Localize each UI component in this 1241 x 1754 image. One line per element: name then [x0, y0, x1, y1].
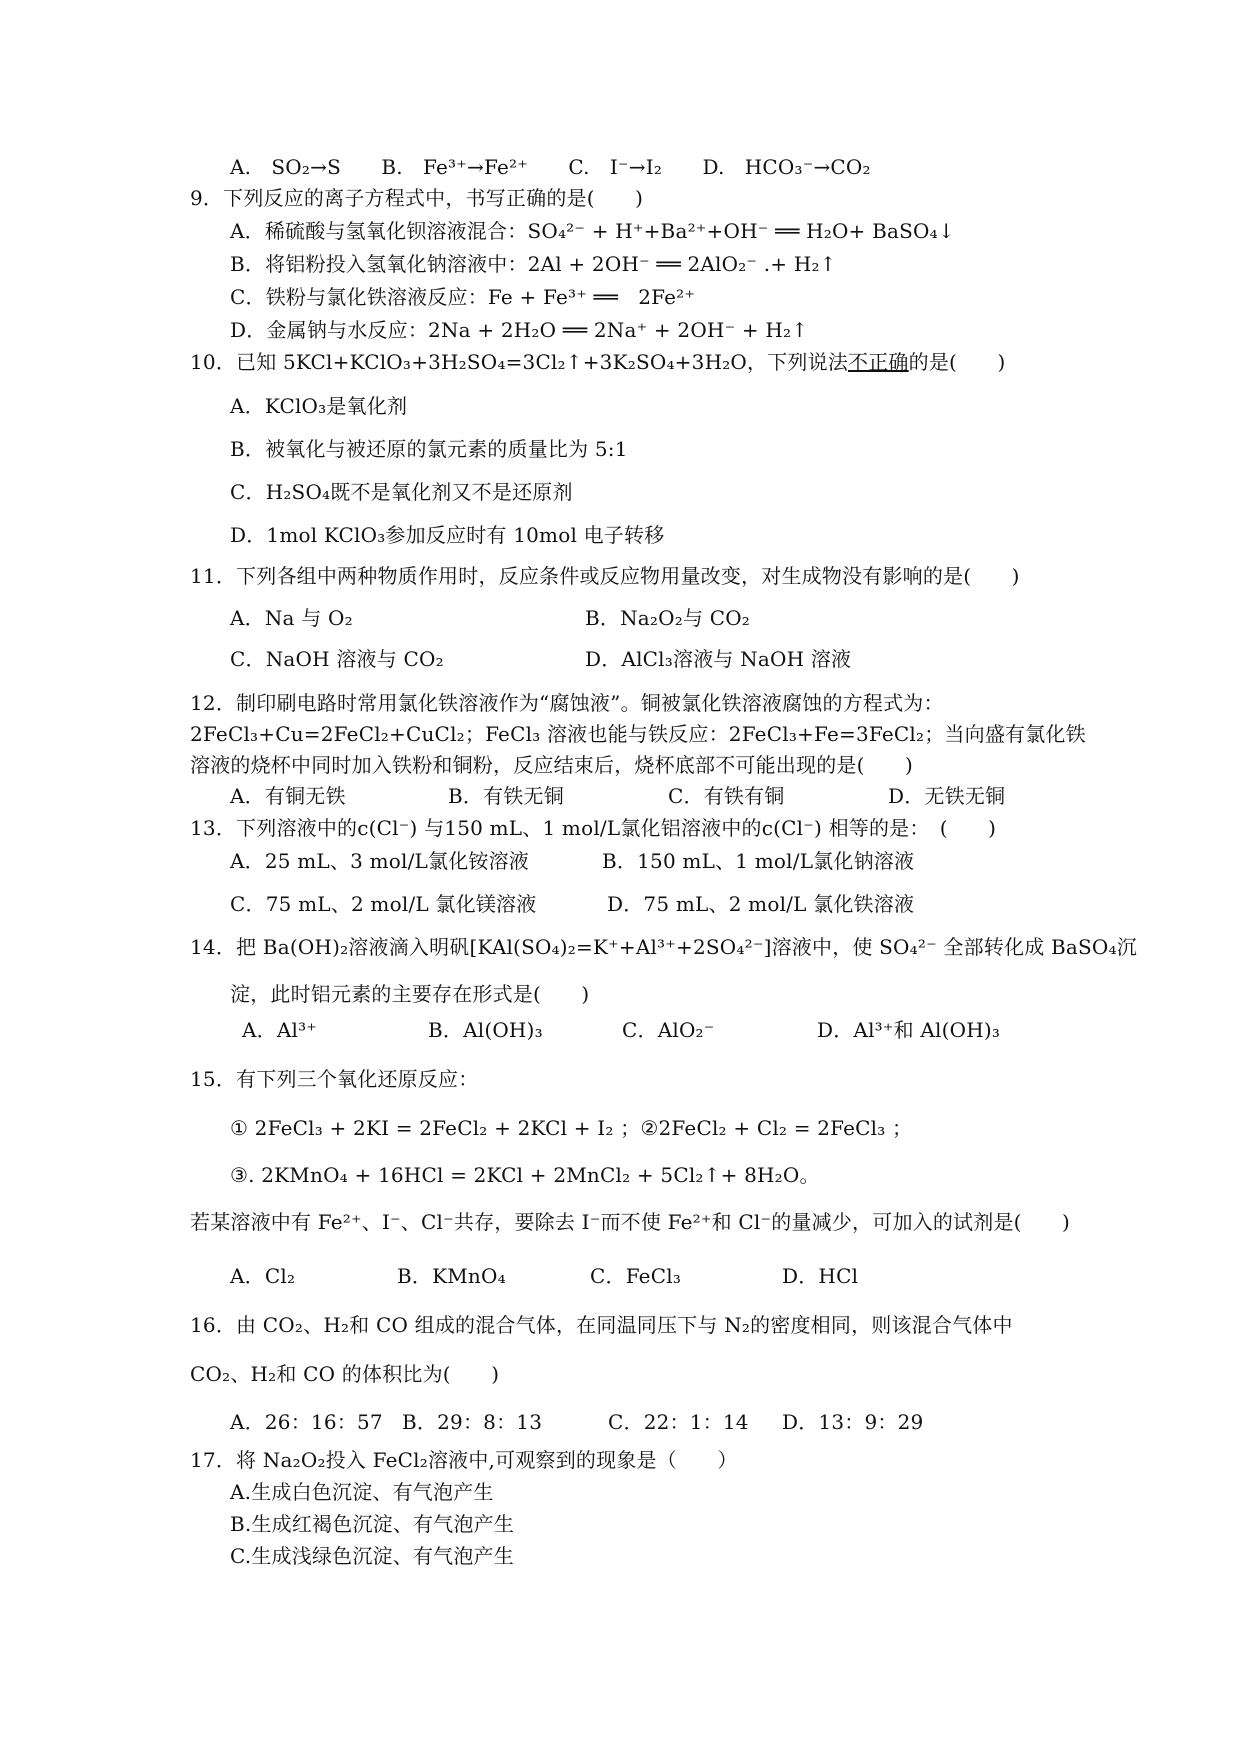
q16-option-a: A．26：16：57 [230, 1410, 383, 1434]
q10-stem-underlined: 不正确 [848, 350, 909, 374]
q17-option-a: A.生成白色沉淀、有气泡产生 [230, 1480, 494, 1504]
q15-option-c: C．FeCl₃ [590, 1264, 682, 1288]
q12-option-d: D．无铁无铜 [888, 784, 1006, 808]
q14-option-d: D．Al³⁺和 Al(OH)₃ [817, 1018, 1001, 1042]
q13-option-c: C．75 mL、2 mol/L 氯化镁溶液 [230, 892, 537, 916]
q12-line-3: 溶液的烧杯中同时加入铁粉和铜粉，反应结束后，烧杯底部不可能出现的是( ) [190, 753, 914, 777]
q11-option-c: C．NaOH 溶液与 CO₂ [230, 647, 444, 671]
q10-stem-post: 的是( ) [908, 350, 1006, 374]
q14-option-b: B．Al(OH)₃ [428, 1018, 543, 1042]
q11-option-d: D．AlCl₃溶液与 NaOH 溶液 [585, 647, 852, 671]
q13-option-d: D．75 mL、2 mol/L 氯化铁溶液 [607, 892, 915, 916]
q17-option-c: C.生成浅绿色沉淀、有气泡产生 [230, 1544, 514, 1568]
q10-stem-pre: 10．已知 5KCl+KClO₃+3H₂SO₄=3Cl₂↑+3K₂SO₄+3H₂O，下列说法 [190, 350, 849, 374]
q15-reactions-1-2: ① 2FeCl₃ + 2KI = 2FeCl₂ + 2KCl + I₂ ；②2FeCl₂ + Cl₂ = 2FeCl₃ ； [230, 1116, 913, 1140]
q13-option-b: B．150 mL、1 mol/L氯化钠溶液 [602, 849, 915, 873]
q9-stem: 9．下列反应的离子方程式中，书写正确的是( ) [190, 186, 644, 210]
q11-stem: 11．下列各组中两种物质作用时，反应条件或反应物用量改变，对生成物没有影响的是( ) [190, 564, 1020, 588]
q17-option-b: B.生成红褐色沉淀、有气泡产生 [230, 1512, 515, 1536]
q15-question: 若某溶液中有 Fe²⁺、I⁻、Cl⁻共存，要除去 I⁻而不使 Fe²⁺和 Cl⁻的量减少，可加入的试剂是( ) [190, 1210, 1071, 1234]
q14-option-c: C．AlO₂⁻ [622, 1018, 715, 1042]
q17-stem: 17．将 Na₂O₂投入 FeCl₂溶液中,可观察到的现象是（ ） [190, 1448, 738, 1472]
q14-line-2: 淀，此时铝元素的主要存在形式是( ) [230, 982, 590, 1006]
q13-stem: 13．下列溶液中的c(Cl⁻) 与150 mL、1 mol/L氯化铝溶液中的c(Cl⁻) 相等的是： ( ) [190, 816, 997, 840]
q14-option-a: A．Al³⁺ [242, 1018, 318, 1042]
q10-stem [190, 348, 1005, 376]
q9-option-a: A．稀硫酸与氢氧化钡溶液混合：SO₄²⁻ + H⁺+Ba²⁺+OH⁻ ══ H₂O+ BaSO₄↓ [230, 219, 955, 243]
q15-reaction-3: ③. 2KMnO₄ + 16HCl = 2KCl + 2MnCl₂ + 5Cl₂↑+ 8H₂O。 [230, 1163, 820, 1187]
q12-option-b: B．有铁无铜 [448, 784, 564, 808]
q10-option-a: A．KClO₃是氧化剂 [230, 394, 408, 418]
q16-option-c: C．22：1：14 [608, 1410, 749, 1434]
q10-option-d: D．1mol KClO₃参加反应时有 10mol 电子转移 [230, 523, 665, 547]
q15-option-d: D．HCl [782, 1264, 859, 1288]
q15-option-a: A．Cl₂ [230, 1264, 296, 1288]
q9-option-b: B．将铝粉投入氢氧化钠溶液中：2Al + 2OH⁻ ══ 2AlO₂⁻ .+ H₂↑ [230, 252, 837, 276]
q15-stem: 15．有下列三个氧化还原反应： [190, 1067, 479, 1091]
q10-option-c: C．H₂SO₄既不是氧化剂又不是还原剂 [230, 480, 573, 504]
q16-line-1: 16．由 CO₂、H₂和 CO 组成的混合气体，在同温同压下与 N₂的密度相同，则该混合气体中 [190, 1313, 1013, 1337]
q15-option-b: B．KMnO₄ [397, 1264, 506, 1288]
q9-option-c: C．铁粉与氯化铁溶液反应：Fe + Fe³⁺ ══ 2Fe²⁺ [230, 285, 696, 309]
q10-option-b: B．被氧化与被还原的氯元素的质量比为 5:1 [230, 437, 628, 461]
q8-options: A. SO₂→S B. Fe³⁺→Fe²⁺ C. I⁻→I₂ D. HCO₃⁻→CO₂ [230, 155, 871, 179]
q16-option-d: D．13：9：29 [782, 1410, 924, 1434]
q12-line-2: 2FeCl₃+Cu=2FeCl₂+CuCl₂；FeCl₃ 溶液也能与铁反应：2FeCl₃+Fe=3FeCl₂；当向盛有氯化铁 [190, 722, 1086, 746]
q13-option-a: A．25 mL、3 mol/L氯化铵溶液 [230, 849, 529, 873]
q12-option-a: A．有铜无铁 [230, 784, 346, 808]
q16-line-2: CO₂、H₂和 CO 的体积比为( ) [190, 1362, 500, 1386]
q12-line-1: 12．制印刷电路时常用氯化铁溶液作为“腐蚀液”。铜被氯化铁溶液腐蚀的方程式为： [190, 691, 944, 715]
q12-option-c: C．有铁有铜 [668, 784, 785, 808]
q14-line-1: 14．把 Ba(OH)₂溶液滴入明矾[KAl(SO₄)₂=K⁺+Al³⁺+2SO₄²⁻]溶液中，使 SO₄²⁻ 全部转化成 BaSO₄沉 [190, 935, 1137, 959]
q11-option-b: B．Na₂O₂与 CO₂ [585, 606, 751, 630]
q16-option-b: B．29：8：13 [402, 1410, 543, 1434]
q11-option-a: A．Na 与 O₂ [230, 606, 353, 630]
q9-option-d: D．金属钠与水反应：2Na + 2H₂O ══ 2Na⁺ + 2OH⁻ + H₂↑ [230, 318, 809, 342]
